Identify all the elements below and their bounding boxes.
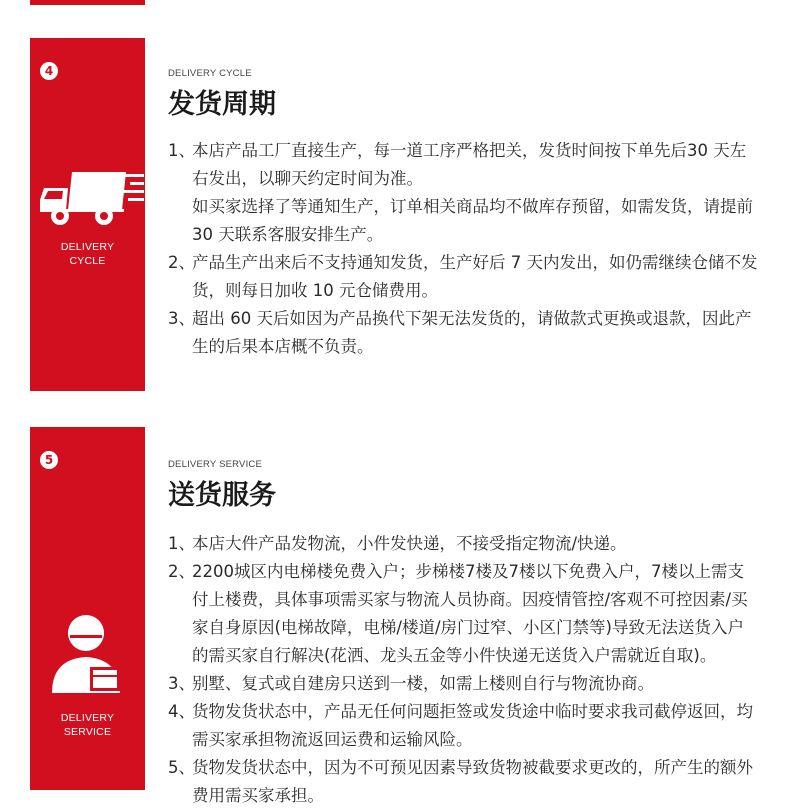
list-item: 1、 本店大件产品发物流，小件发快递，不接受指定物流/快递。 bbox=[168, 534, 627, 553]
delivery-person-icon bbox=[30, 613, 145, 695]
list-item: 2、 产品生产出来后不支持通知发货，生产好后 7 天内发出，如仍需继续仓储不发货，则每日加收 10 元仓储费用。 bbox=[168, 253, 758, 300]
panel-label-line2: CYCLE bbox=[69, 255, 106, 267]
section-title: 发货周期 bbox=[168, 89, 276, 120]
list-item: 3、 别墅、复式或自建房只送到一楼，如需上楼则自行与物流协商。 bbox=[168, 674, 654, 693]
delivery-truck-icon bbox=[30, 166, 145, 228]
delivery-service-panel bbox=[30, 427, 145, 790]
list-item: 5、 货物发货状态中，因为不可预见因素导致货物被截要求更改的，所产生的额外费用需买家承担。 bbox=[168, 758, 753, 805]
delivery-service-list bbox=[168, 530, 758, 810]
top-red-strip bbox=[30, 0, 145, 5]
delivery-cycle-content bbox=[168, 68, 758, 361]
panel-label-line2: SERVICE bbox=[63, 726, 112, 738]
delivery-cycle-panel bbox=[30, 38, 145, 391]
section-eyebrow: DELIVERY SERVICE bbox=[168, 459, 263, 470]
list-item: 2、 2200城区内电梯楼免费入户；步梯楼7楼及7楼以下免费入户，7楼以上需支付上楼费，具体事项需买家与物流人员协商。因疫情管控/客观不可控因素/买家自身原因(电梯故障，电梯/楼道/房门过窄、小区门禁等)导致无法送货入户的需买家自行解决(花洒、龙头五金等小件快递无送货入户需就近自取)。 bbox=[168, 562, 748, 665]
section-title: 送货服务 bbox=[168, 480, 276, 511]
panel-label-line1: DELIVERY bbox=[60, 712, 115, 724]
delivery-cycle-list bbox=[168, 137, 758, 361]
list-item: 3、 超出 60 天后如因为产品换代下架无法发货的，请做款式更换或退款，因此产生的后果本店概不负责。 bbox=[168, 309, 752, 356]
section-eyebrow: DELIVERY CYCLE bbox=[168, 68, 252, 79]
list-item: 1、 本店产品工厂直接生产，每一道工序严格把关，发货时间按下单先后30 天左右发出，以聊天约定时间为准。 如买家选择了等通知生产，订单相关商品均不做库存预留，如需发货，请提前 30 天联系客服安排生产。 bbox=[168, 141, 753, 244]
section-number-badge: 5 bbox=[40, 451, 58, 469]
section-number-badge: 4 bbox=[40, 62, 58, 80]
list-item: 4、 货物发货状态中，产品无任何问题拒签或发货途中临时要求我司截停返回，均需买家承担物流返回运费和运输风险。 bbox=[168, 702, 753, 749]
panel-label-line1: DELIVERY bbox=[60, 241, 115, 253]
delivery-service-content bbox=[168, 459, 758, 810]
